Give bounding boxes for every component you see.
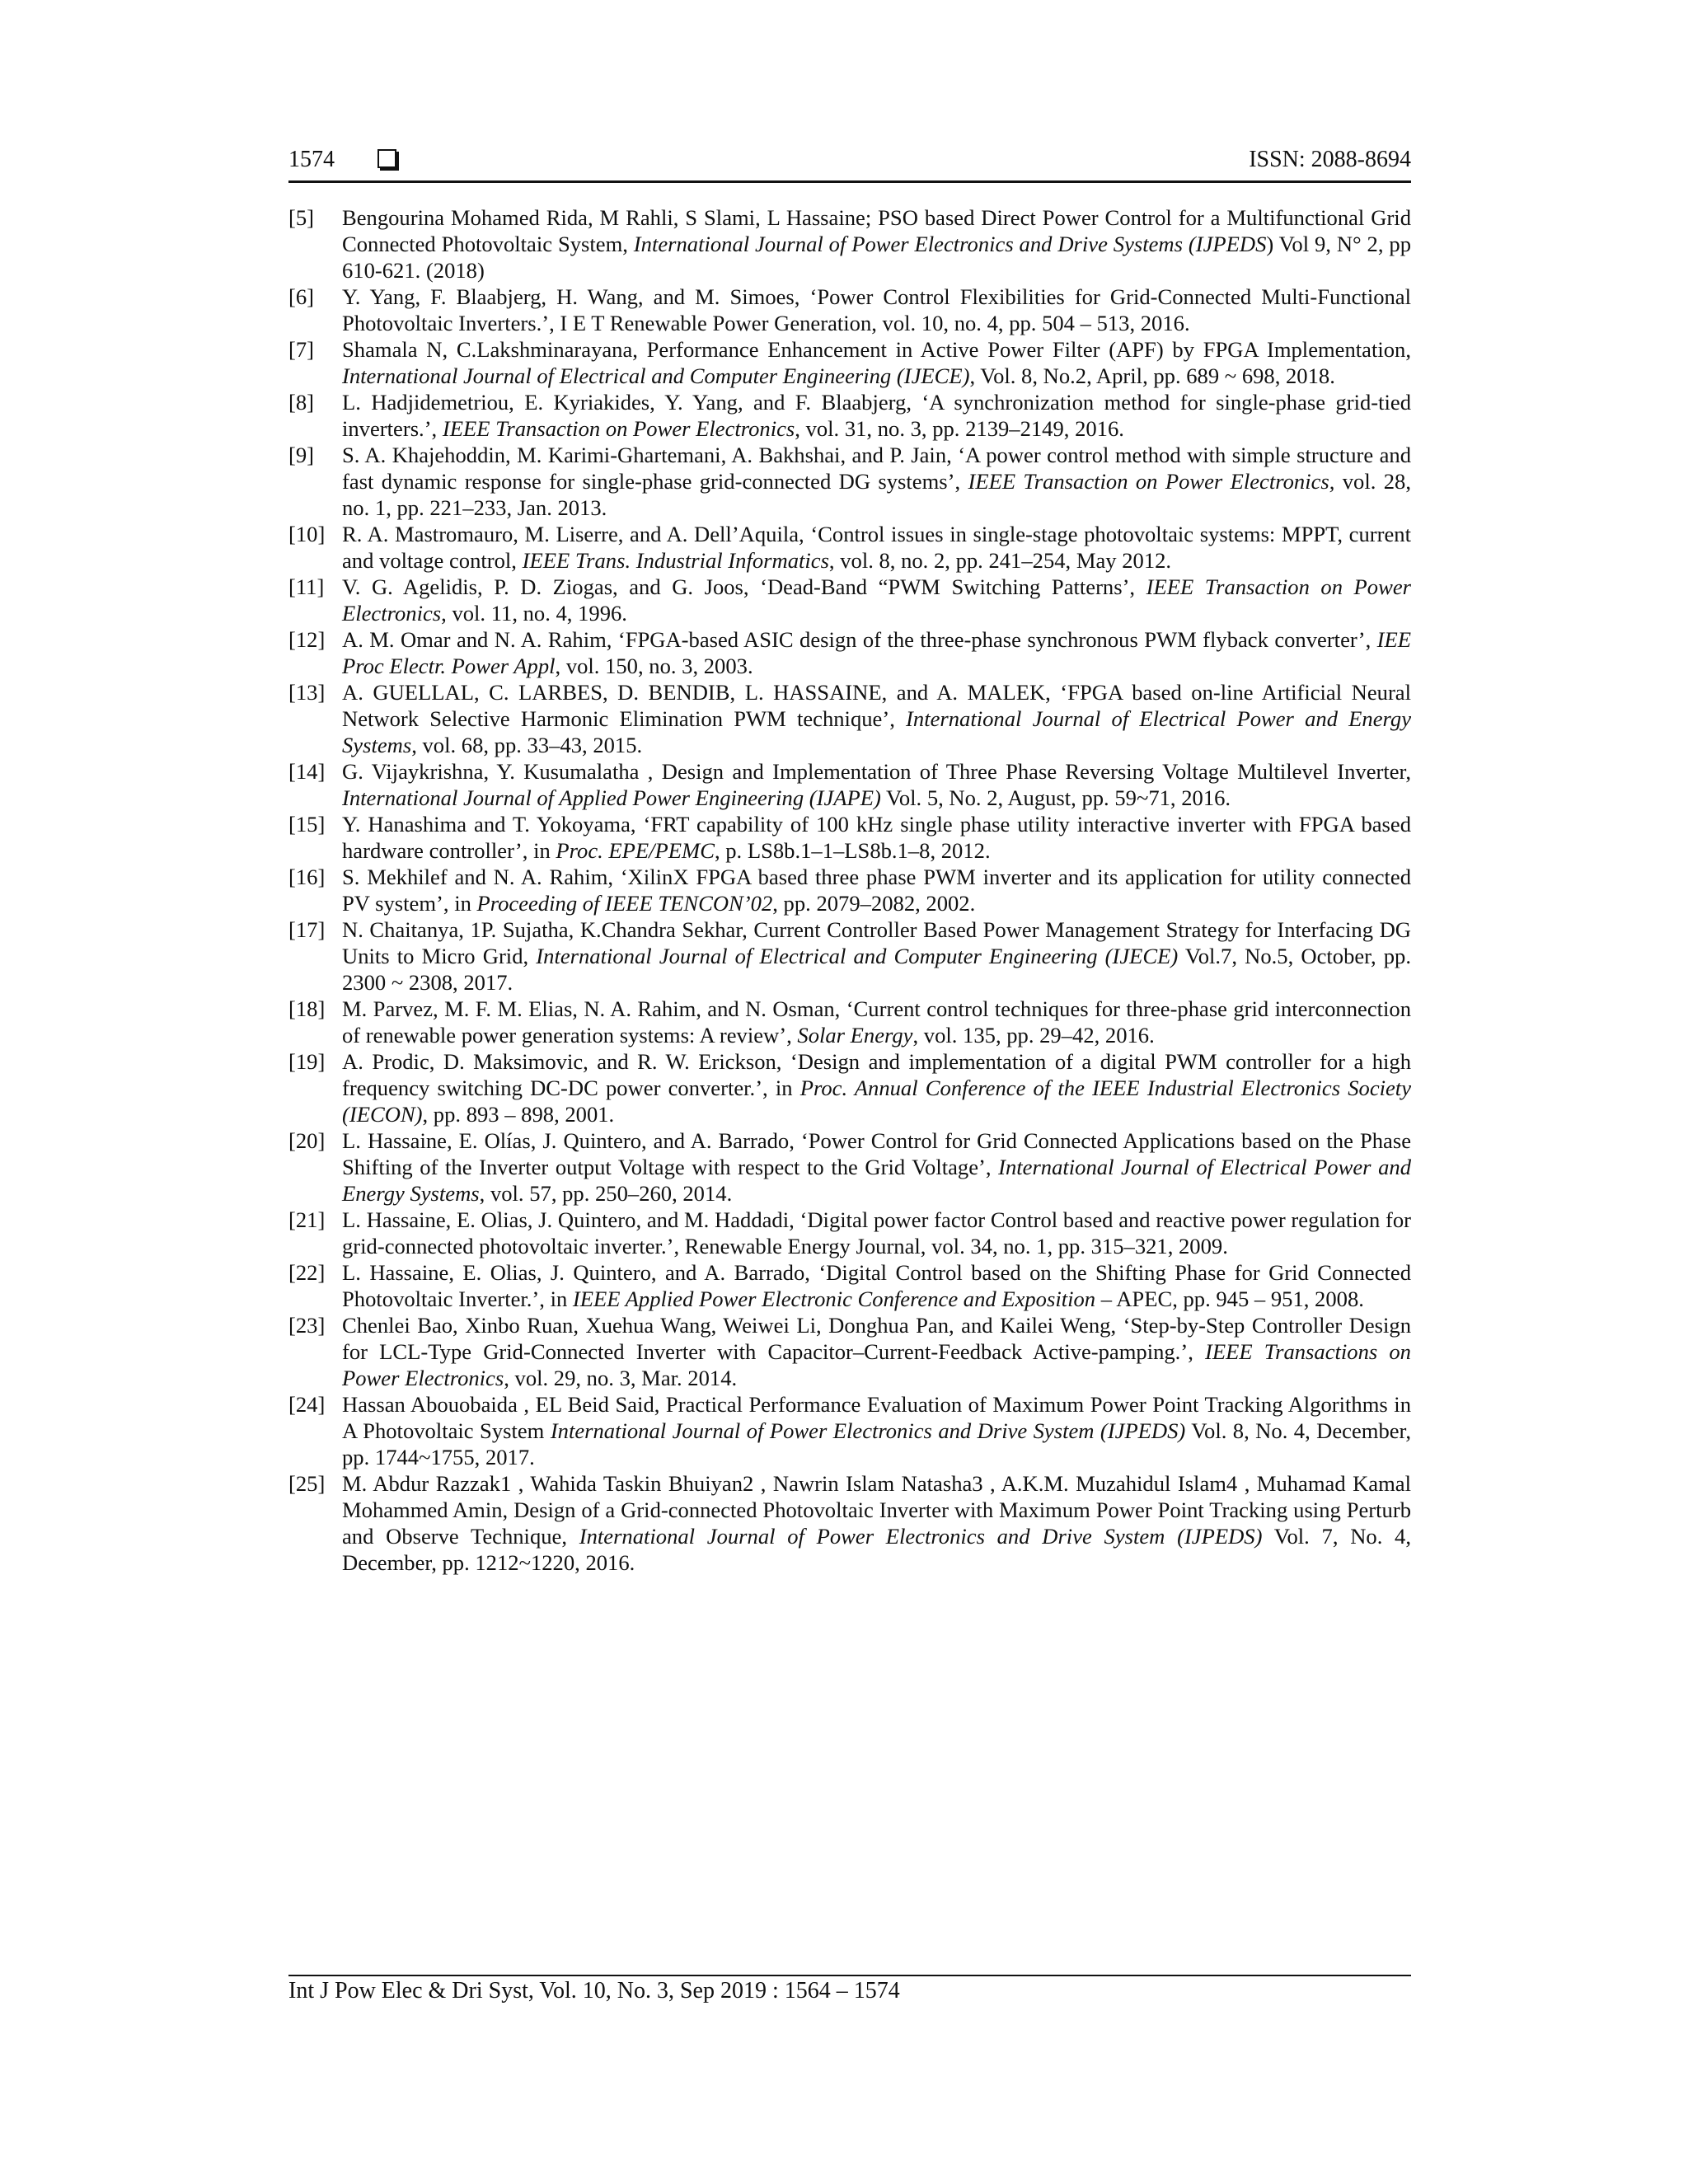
reference-text: S. Mekhilef and N. A. Rahim, ‘XilinX FPGA based three phase PWM inverter and its application for utility connected PV system’, in xyxy=(342,865,1411,916)
reference-number: [11] xyxy=(288,574,325,599)
reference-item xyxy=(288,1127,1411,1207)
square-bullet-icon xyxy=(377,149,396,168)
reference-item xyxy=(288,336,1411,389)
reference-text: , pp. 893 – 898, 2001. xyxy=(422,1102,615,1127)
reference-text: , vol. 11, no. 4, 1996. xyxy=(441,601,627,626)
reference-venue: International Journal of Applied Power Engineering (IJAPE) xyxy=(342,785,881,810)
reference-item xyxy=(288,442,1411,521)
page-header xyxy=(288,147,1411,180)
reference-text: A. GUELLAL, C. LARBES, D. BENDIB, L. HASSAINE, and A. MALEK, ‘FPGA based on-line Artificial Neural Network Selective Harmonic Elimination PWM technique’, xyxy=(342,680,1411,731)
footer-rule xyxy=(288,1975,1411,1976)
reference-text: Vol. 5, No. 2, August, pp. 59~71, 2016. xyxy=(880,785,1231,810)
reference-item xyxy=(288,521,1411,574)
reference-number: [24] xyxy=(288,1392,326,1417)
issn: ISSN: 2088-8694 xyxy=(1249,147,1411,172)
reference-number: [19] xyxy=(288,1049,326,1074)
reference-number: [16] xyxy=(288,865,326,889)
reference-text: ) Vol 9, N° 2, pp 610-621. (2018) xyxy=(342,232,1411,283)
reference-item xyxy=(288,996,1411,1048)
reference-text: Vol.7, No.5, October, pp. 2300 ~ 2308, 2017. xyxy=(342,944,1411,995)
reference-item xyxy=(288,1048,1411,1127)
reference-item xyxy=(288,1470,1411,1576)
reference-venue: International Journal of Electrical and Computer Engineering (IJECE) xyxy=(536,944,1179,968)
reference-text: Shamala N, C.Lakshminarayana, Performance Enhancement in Active Power Filter (APF) by FPGA Implementation, xyxy=(342,337,1411,362)
reference-text: R. A. Mastromauro, M. Liserre, and A. Dell’Aquila, ‘Control issues in single-stage photovoltaic systems: MPPT, current and voltage control, xyxy=(342,522,1411,573)
reference-text: L. Hassaine, E. Olias, J. Quintero, and A. Barrado, ‘Digital Control based on the Shifting Phase for Grid Connected Photovoltaic Inverter.’, in xyxy=(342,1260,1411,1311)
reference-venue: IEEE Trans. Industrial Informatics xyxy=(522,548,829,573)
reference-text: A. Prodic, D. Maksimovic, and R. W. Erickson, ‘Design and implementation of a digital PWM controller for a high frequency switching DC-DC power converter.’, in xyxy=(342,1049,1411,1100)
reference-text: Vol. 7, No. 4, December, pp. 1212~1220, 2016. xyxy=(342,1524,1412,1575)
reference-number: [13] xyxy=(288,680,326,705)
reference-item xyxy=(288,1259,1411,1312)
reference-venue: Proc. EPE/PEMC xyxy=(556,838,715,863)
reference-venue: International Journal of Electrical Power and Energy Systems xyxy=(342,1155,1411,1206)
reference-text: , vol. 68, pp. 33–43, 2015. xyxy=(411,733,643,757)
reference-number: [12] xyxy=(288,627,326,652)
reference-number: [14] xyxy=(288,759,326,784)
reference-item xyxy=(288,916,1411,996)
reference-text: , p. LS8b.1–1–LS8b.1–8, 2012. xyxy=(714,838,991,863)
reference-text: L. Hassaine, E. Olías, J. Quintero, and A. Barrado, ‘Power Control for Grid Connected Applications based on the Phase Shifting of the Inverter output Voltage with respect to the Grid Voltage’, xyxy=(342,1128,1411,1179)
reference-item xyxy=(288,284,1411,336)
reference-list xyxy=(288,204,1411,1576)
reference-text: , pp. 2079–2082, 2002. xyxy=(772,891,976,916)
reference-number: [18] xyxy=(288,996,326,1021)
reference-text: , vol. 29, no. 3, Mar. 2014. xyxy=(504,1366,738,1390)
reference-venue: Solar Energy xyxy=(797,1023,913,1047)
reference-number: [10] xyxy=(288,522,326,546)
reference-item xyxy=(288,204,1411,284)
reference-text: , vol. 150, no. 3, 2003. xyxy=(555,654,753,678)
reference-text: A. M. Omar and N. A. Rahim, ‘FPGA-based ASIC design of the three-phase synchronous PWM flyback converter’, xyxy=(342,627,1377,652)
reference-text: – APEC, pp. 945 – 951, 2008. xyxy=(1095,1286,1364,1311)
reference-item xyxy=(288,864,1411,916)
reference-item xyxy=(288,574,1411,626)
reference-text: Vol. 8, No. 4, December, pp. 1744~1755, 2017. xyxy=(342,1418,1412,1469)
reference-number: [8] xyxy=(288,390,315,415)
reference-text: M. Abdur Razzak1 , Wahida Taskin Bhuiyan2 , Nawrin Islam Natasha3 , A.K.M. Muzahidul Islam4 , Muhamad Kamal Mohammed Amin, Design of a Grid-connected Photovoltaic Inverter with Maximum Power Point Tracking using Perturb and Observe Technique, xyxy=(342,1471,1411,1549)
reference-venue: International Journal of Electrical Power and Energy Systems xyxy=(342,706,1411,757)
reference-venue: International Journal of Electrical and Computer Engineering (IJECE) xyxy=(342,363,970,388)
reference-text: V. G. Agelidis, P. D. Ziogas, and G. Joos, ‘Dead-Band “PWM Switching Patterns’, xyxy=(342,574,1146,599)
reference-text: L. Hassaine, E. Olias, J. Quintero, and M. Haddadi, ‘Digital power factor Control based and reactive power regulation for grid-connected photovoltaic inverter.’, Renewable Energy Journal, vol. 34, no. 1, pp. 315–321, 2009. xyxy=(342,1207,1411,1258)
reference-item xyxy=(288,1207,1411,1259)
reference-venue: IEEE Applied Power Electronic Conference and Exposition xyxy=(572,1286,1096,1311)
reference-number: [5] xyxy=(288,205,315,230)
header-rule xyxy=(288,180,1411,183)
reference-number: [21] xyxy=(288,1207,326,1232)
page-number: 1574 xyxy=(288,147,335,172)
reference-text: S. A. Khajehoddin, M. Karimi-Ghartemani, A. Bakhshai, and P. Jain, ‘A power control method with simple structure and fast dynamic response for single-phase grid-connected DG systems’, xyxy=(342,443,1411,494)
reference-venue: Proc. Annual Conference of the IEEE Industrial Electronics Society (IECON) xyxy=(342,1076,1412,1127)
reference-number: [6] xyxy=(288,284,315,309)
reference-number: [22] xyxy=(288,1260,326,1285)
reference-number: [23] xyxy=(288,1313,326,1338)
reference-item xyxy=(288,811,1411,864)
reference-text: Chenlei Bao, Xinbo Ruan, Xuehua Wang, Weiwei Li, Donghua Pan, and Kailei Weng, ‘Step-by-Step Controller Design for LCL-Type Grid-Connected Inverter with Capacitor–Current-Feedback Active-pamping.’, xyxy=(342,1313,1411,1364)
reference-venue: International Journal of Power Electronics and Drive Systems (IJPEDS xyxy=(633,232,1267,256)
reference-item xyxy=(288,679,1411,758)
reference-number: [20] xyxy=(288,1128,326,1153)
reference-item xyxy=(288,1312,1411,1391)
reference-text: , vol. 57, pp. 250–260, 2014. xyxy=(479,1181,733,1206)
reference-venue: IEEE Transaction on Power Electronics xyxy=(342,574,1411,626)
reference-number: [17] xyxy=(288,917,326,942)
reference-venue: IEEE Transaction on Power Electronics, xyxy=(968,469,1335,494)
page-footer: Int J Pow Elec & Dri Syst, Vol. 10, No. 3, Sep 2019 : 1564 – 1574 xyxy=(288,1978,900,2004)
reference-text: , vol. 31, no. 3, pp. 2139–2149, 2016. xyxy=(795,416,1124,441)
reference-text: G. Vijaykrishna, Y. Kusumalatha , Design and Implementation of Three Phase Reversing Voltage Multilevel Inverter, xyxy=(342,759,1411,784)
reference-text: , Vol. 8, No.2, April, pp. 689 ~ 698, 2018. xyxy=(969,363,1335,388)
reference-text: Y. Hanashima and T. Yokoyama, ‘FRT capability of 100 kHz single phase utility interactive inverter with FPGA based hardware controller’, in xyxy=(342,812,1411,863)
reference-venue: IEE Proc Electr. Power Appl xyxy=(342,627,1411,678)
reference-item xyxy=(288,758,1411,811)
reference-text: Y. Yang, F. Blaabjerg, H. Wang, and M. Simoes, ‘Power Control Flexibilities for Grid-Connected Multi-Functional Photovoltaic Inverters.’, I E T Renewable Power Generation, vol. 10, no. 4, pp. 504 – 513, 2016. xyxy=(342,284,1411,335)
reference-venue: IEEE Transactions on Power Electronics xyxy=(342,1339,1411,1390)
reference-item xyxy=(288,389,1411,442)
reference-venue: International Journal of Power Electronics and Drive System (IJPEDS) xyxy=(579,1524,1263,1549)
reference-number: [25] xyxy=(288,1471,326,1496)
reference-text: vol. 28, no. 1, pp. 221–233, Jan. 2013. xyxy=(342,469,1411,520)
reference-venue: Proceeding of IEEE TENCON’02 xyxy=(476,891,773,916)
reference-number: [9] xyxy=(288,443,315,467)
reference-text: N. Chaitanya, 1P. Sujatha, K.Chandra Sekhar, Current Controller Based Power Management Strategy for Interfacing DG Units to Micro Grid, xyxy=(342,917,1411,968)
reference-text: M. Parvez, M. F. M. Elias, N. A. Rahim, and N. Osman, ‘Current control techniques for three-phase grid interconnection of renewable power generation systems: A review’, xyxy=(342,996,1411,1047)
reference-text: Hassan Abouobaida , EL Beid Said, Practical Performance Evaluation of Maximum Power Point Tracking Algorithms in A Photovoltaic System xyxy=(342,1392,1411,1443)
reference-text: L. Hadjidemetriou, E. Kyriakides, Y. Yang, and F. Blaabjerg, ‘A synchronization method for single-phase grid-tied inverters.’, xyxy=(342,390,1411,441)
reference-text: , vol. 8, no. 2, pp. 241–254, May 2012. xyxy=(828,548,1172,573)
reference-number: [15] xyxy=(288,812,326,837)
reference-item xyxy=(288,1391,1411,1470)
reference-item xyxy=(288,626,1411,679)
reference-text: Bengourina Mohamed Rida, M Rahli, S Slami, L Hassaine; PSO based Direct Power Control for a Multifunctional Grid Connected Photovoltaic System, xyxy=(342,205,1411,256)
reference-number: [7] xyxy=(288,337,315,362)
reference-venue: IEEE Transaction on Power Electronics xyxy=(442,416,795,441)
reference-text: , vol. 135, pp. 29–42, 2016. xyxy=(912,1023,1155,1047)
reference-venue: International Journal of Power Electronics and Drive System (IJPEDS) xyxy=(550,1418,1186,1443)
